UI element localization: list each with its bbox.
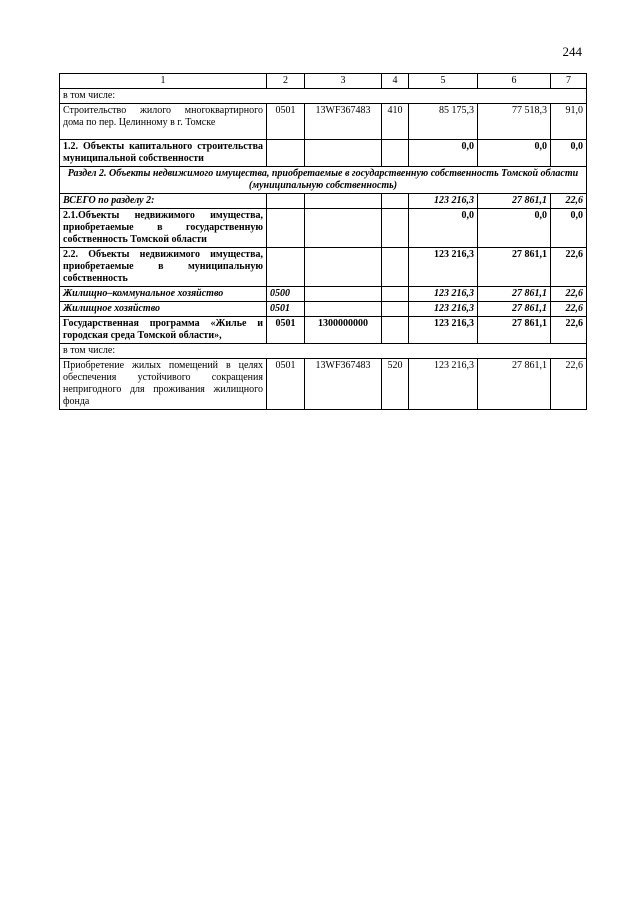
- row-value-5: 123 216,3: [409, 287, 478, 302]
- row-name: Строительство жилого многоквартирного дома по пер. Целинному в г. Томске: [60, 104, 267, 140]
- row-type: [382, 302, 409, 317]
- row-value-7: 22,6: [551, 287, 587, 302]
- row-target: [305, 194, 382, 209]
- row-label: в том числе:: [60, 89, 587, 104]
- row-value-5: 123 216,3: [409, 359, 478, 410]
- row-target: [305, 140, 382, 167]
- row-value-6: 77 518,3: [478, 104, 551, 140]
- row-value-7: 22,6: [551, 248, 587, 287]
- table-row: [60, 89, 587, 104]
- row-type: [382, 194, 409, 209]
- row-target: 1300000000: [305, 317, 382, 344]
- row-type: 410: [382, 104, 409, 140]
- row-name: ВСЕГО по разделу 2:: [60, 194, 267, 209]
- row-type: 520: [382, 359, 409, 410]
- row-value-5: 85 175,3: [409, 104, 478, 140]
- row-target: 13WF367483: [305, 104, 382, 140]
- row-code: 0501: [267, 359, 305, 410]
- row-type: [382, 248, 409, 287]
- row-name: Приобретение жилых помещений в целях обеспечения устойчивого сокращения непригодного для проживания жилищного фонда: [60, 359, 267, 410]
- row-code: [267, 194, 305, 209]
- row-target: 13WF367483: [305, 359, 382, 410]
- table-row: [60, 248, 587, 287]
- header-cell: 1: [60, 74, 267, 89]
- row-value-6: 27 861,1: [478, 194, 551, 209]
- budget-table: [59, 73, 587, 410]
- row-name: 1.2. Объекты капитального строительства муниципальной собственности: [60, 140, 267, 167]
- table-row: [60, 344, 587, 359]
- table-row: [60, 104, 587, 140]
- header-cell: 2: [267, 74, 305, 89]
- row-value-5: 123 216,3: [409, 302, 478, 317]
- row-value-7: 22,6: [551, 194, 587, 209]
- row-code: 0500: [267, 287, 305, 302]
- row-value-6: 27 861,1: [478, 248, 551, 287]
- row-value-6: 27 861,1: [478, 302, 551, 317]
- row-target: [305, 302, 382, 317]
- row-value-5: 0,0: [409, 209, 478, 248]
- page-number: 244: [562, 44, 582, 59]
- header-cell: 4: [382, 74, 409, 89]
- row-target: [305, 209, 382, 248]
- row-name: Государственная программа «Жилье и городская среда Томской области»,: [60, 317, 267, 344]
- row-code: 0501: [267, 104, 305, 140]
- section-row: [60, 167, 587, 194]
- header-cell: 5: [409, 74, 478, 89]
- table-row: [60, 317, 587, 344]
- table-row: [60, 209, 587, 248]
- header-row: [60, 74, 587, 89]
- row-value-7: 0,0: [551, 209, 587, 248]
- row-name: Жилищно–коммунальное хозяйство: [60, 287, 267, 302]
- table-row: [60, 359, 587, 410]
- row-value-7: 22,6: [551, 317, 587, 344]
- row-value-7: 91,0: [551, 104, 587, 140]
- row-type: [382, 209, 409, 248]
- row-value-5: 123 216,3: [409, 248, 478, 287]
- row-value-5: 0,0: [409, 140, 478, 167]
- table-row: [60, 302, 587, 317]
- section-title: Раздел 2. Объекты недвижимого имущества, приобретаемые в государственную собственность Томской области (муниципальную собственность): [60, 167, 587, 194]
- row-value-7: 22,6: [551, 359, 587, 410]
- row-label: в том числе:: [60, 344, 587, 359]
- row-value-6: 27 861,1: [478, 317, 551, 344]
- row-type: [382, 287, 409, 302]
- row-name: 2.2. Объекты недвижимого имущества, приобретаемые в муниципальную собственность: [60, 248, 267, 287]
- row-code: 0501: [267, 317, 305, 344]
- row-value-6: 27 861,1: [478, 287, 551, 302]
- row-type: [382, 140, 409, 167]
- header-cell: 6: [478, 74, 551, 89]
- row-value-5: 123 216,3: [409, 194, 478, 209]
- row-value-7: 0,0: [551, 140, 587, 167]
- row-value-6: 0,0: [478, 140, 551, 167]
- row-name: 2.1.Объекты недвижимого имущества, приобретаемые в государственную собственность Томской области: [60, 209, 267, 248]
- row-type: [382, 317, 409, 344]
- row-target: [305, 287, 382, 302]
- table-row: [60, 194, 587, 209]
- row-code: [267, 209, 305, 248]
- header-cell: 7: [551, 74, 587, 89]
- row-code: [267, 140, 305, 167]
- table-row: [60, 140, 587, 167]
- row-value-6: 27 861,1: [478, 359, 551, 410]
- row-code: [267, 248, 305, 287]
- row-code: 0501: [267, 302, 305, 317]
- row-value-5: 123 216,3: [409, 317, 478, 344]
- row-target: [305, 248, 382, 287]
- row-value-7: 22,6: [551, 302, 587, 317]
- table-row: [60, 287, 587, 302]
- row-value-6: 0,0: [478, 209, 551, 248]
- row-name: Жилищное хозяйство: [60, 302, 267, 317]
- header-cell: 3: [305, 74, 382, 89]
